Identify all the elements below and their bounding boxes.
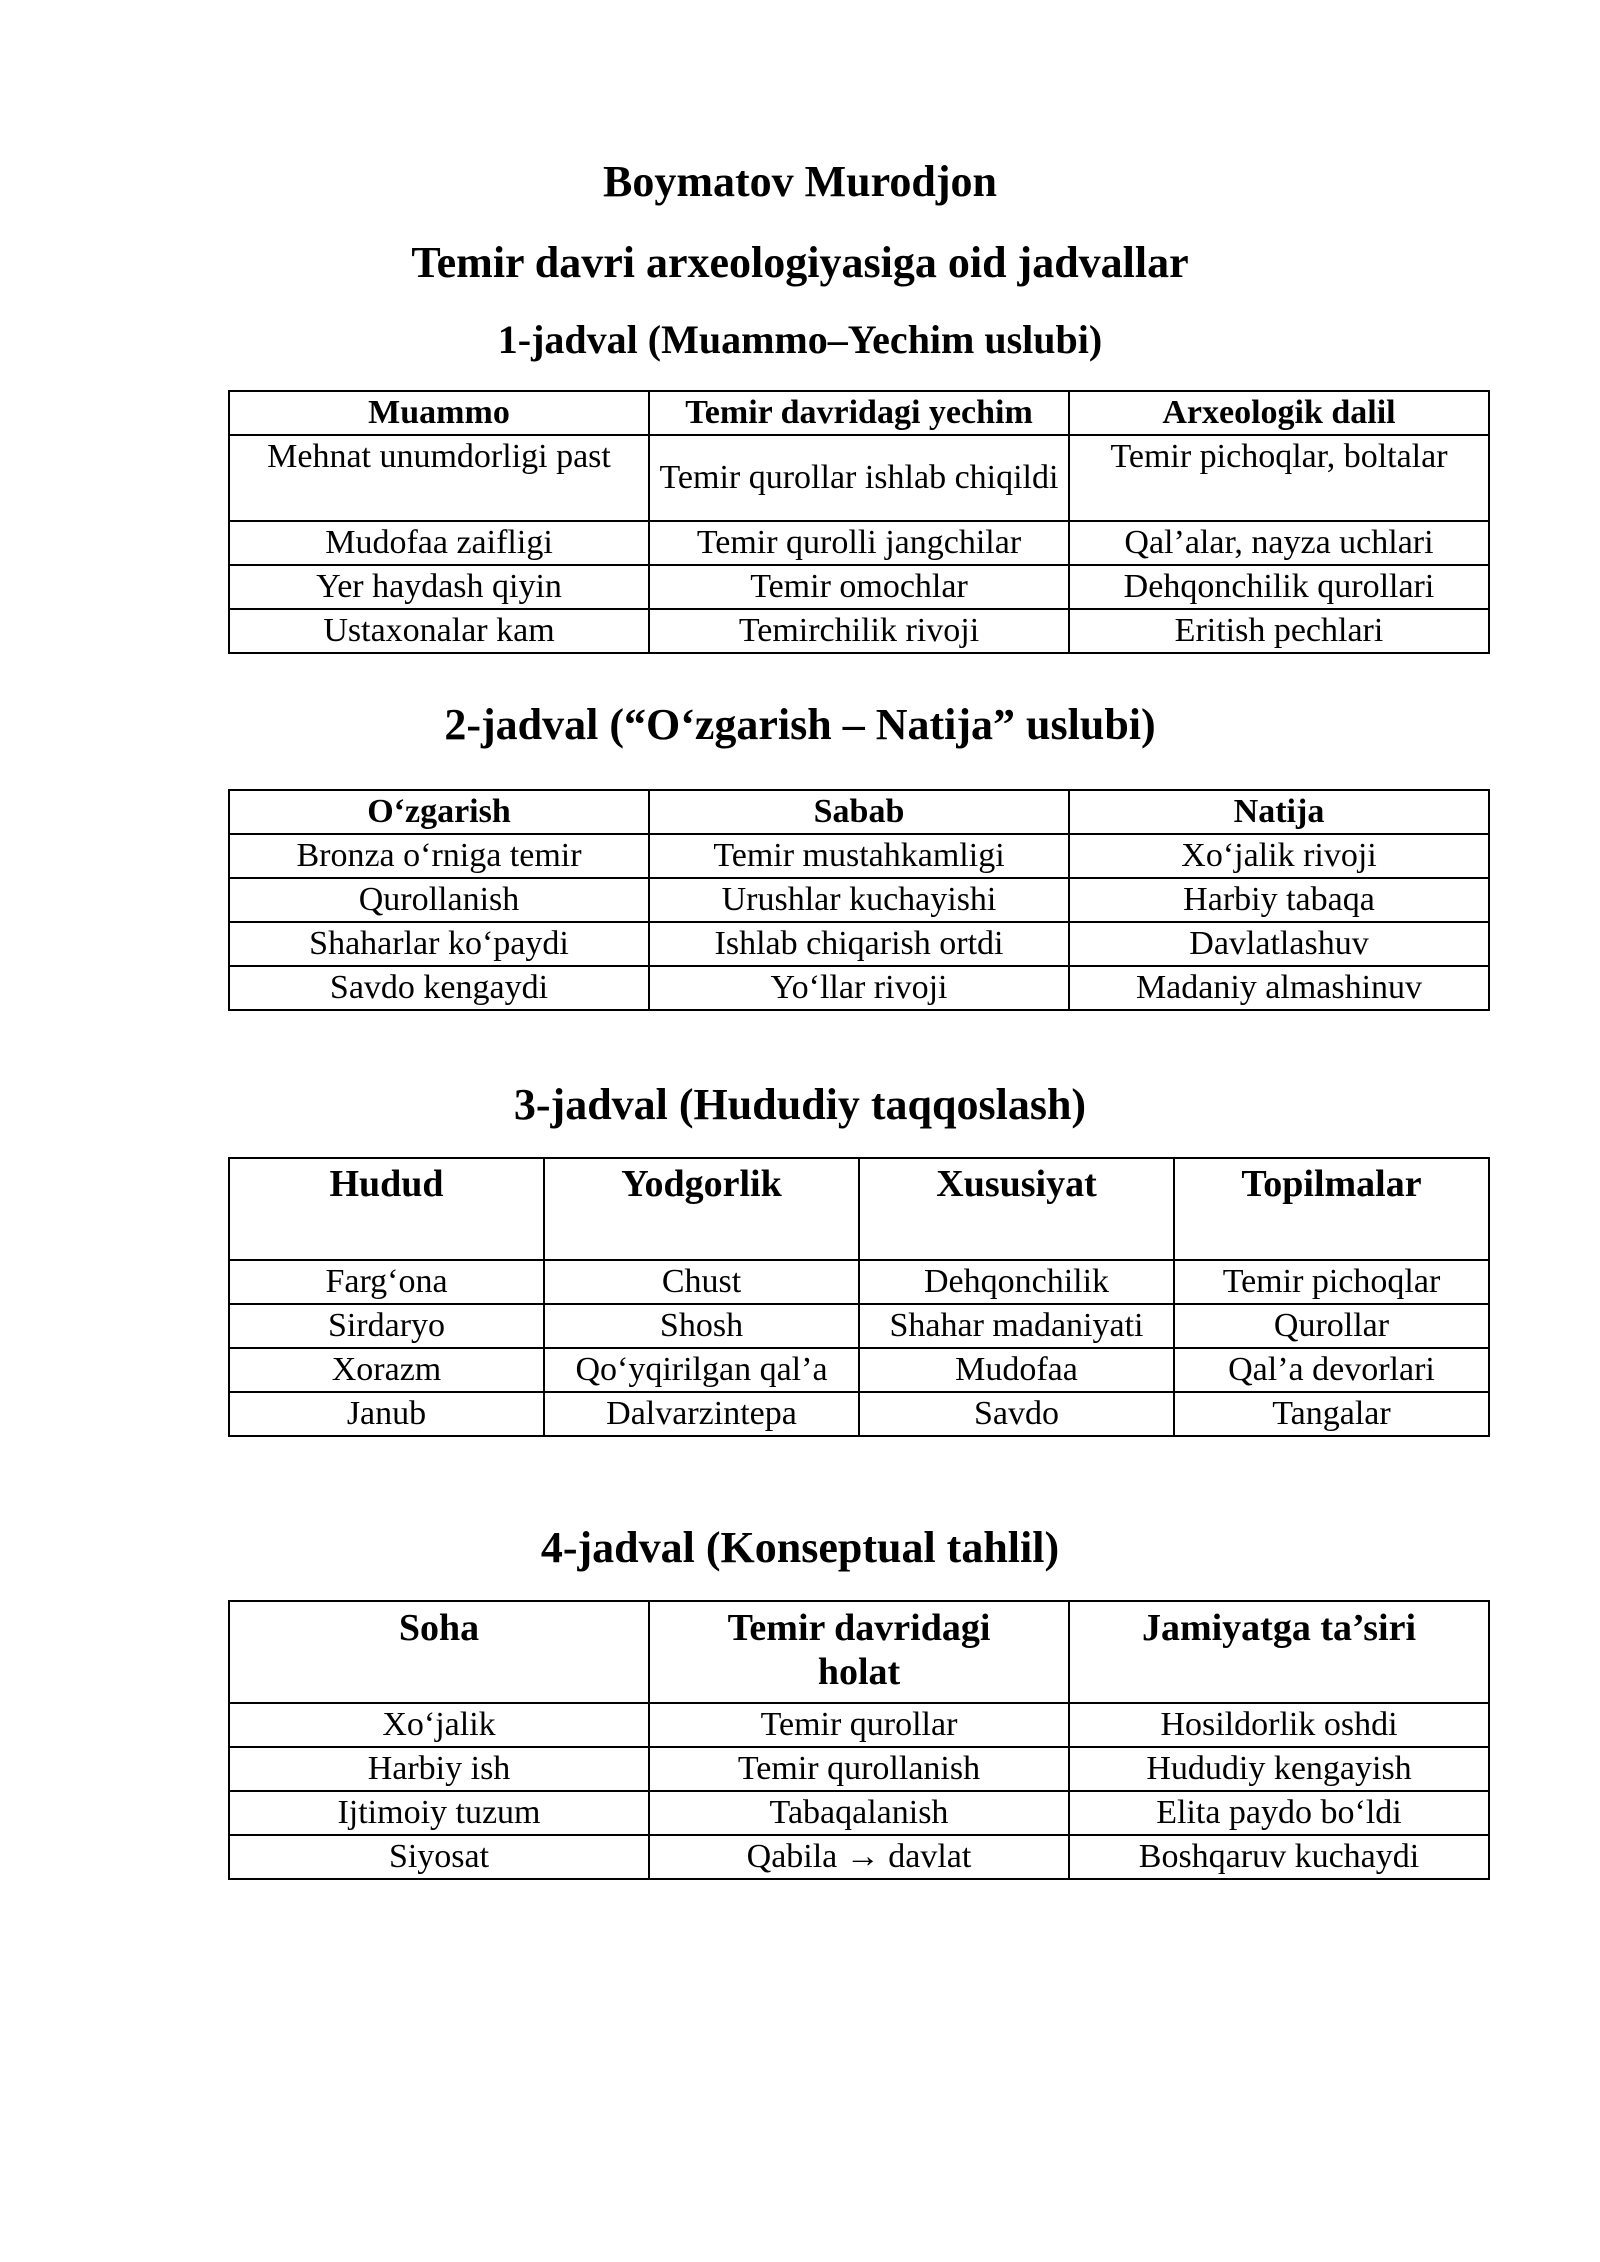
table1-cell: Eritish pechlari [1069,609,1489,653]
table1-cell: Temirchilik rivoji [649,609,1069,653]
table3-cell: Shosh [544,1304,859,1348]
table3-header-cell: Hudud [229,1158,544,1260]
table1-cell: Ustaxonalar kam [229,609,649,653]
table1-cell: Mudofaa zaifligi [229,521,649,565]
table-row [229,1703,1489,1747]
table-row [229,1747,1489,1791]
table3-cell: Dalvarzintepa [544,1392,859,1436]
table2-cell: Bronza o‘rniga temir [229,834,649,878]
table3-cell: Qurollar [1174,1304,1489,1348]
table3-cell: Shahar madaniyati [859,1304,1174,1348]
table1-header-cell: Arxeologik dalil [1069,391,1489,435]
table1-cell: Temir qurollar ishlab chiqildi [649,435,1069,521]
table4-cell: Elita paydo bo‘ldi [1069,1791,1489,1835]
table4-cell: Boshqaruv kuchaydi [1069,1835,1489,1879]
table2-cell: Ishlab chiqarish ortdi [649,922,1069,966]
table4-header-row [229,1601,1489,1703]
table2-cell: Qurollanish [229,878,649,922]
table2-cell: Shaharlar ko‘paydi [229,922,649,966]
table3-header-cell: Topilmalar [1174,1158,1489,1260]
table-row [229,565,1489,609]
table1-header-cell: Temir davridagi yechim [649,391,1069,435]
table4-cell: Xo‘jalik [229,1703,649,1747]
table1-header-row [229,391,1489,435]
table4-cell: Siyosat [229,1835,649,1879]
table-row [229,609,1489,653]
table1 [228,390,1490,654]
table4-cell: Qabila → davlat [649,1835,1069,1879]
table3-header-cell: Yodgorlik [544,1158,859,1260]
table2 [228,789,1490,1011]
table4-header-cell: Jamiyatga ta’siri [1069,1601,1489,1703]
table2-header-cell: Sabab [649,790,1069,834]
table3 [228,1157,1490,1437]
table-row [229,922,1489,966]
table1-header-cell: Muammo [229,391,649,435]
table3-cell: Chust [544,1260,859,1304]
table4-cell: Harbiy ish [229,1747,649,1791]
table-row [229,1791,1489,1835]
table-row [229,435,1489,521]
table3-cell: Farg‘ona [229,1260,544,1304]
table2-header-cell: Natija [1069,790,1489,834]
table4-cell: Temir qurollar [649,1703,1069,1747]
table3-cell: Temir pichoqlar [1174,1260,1489,1304]
table3-header-row [229,1158,1489,1260]
table2-cell: Temir mustahkamligi [649,834,1069,878]
table-row [229,966,1489,1010]
table1-cell: Yer haydash qiyin [229,565,649,609]
table4-caption: 4-jadval (Konseptual tahlil) [540,1523,1060,1572]
table2-cell: Harbiy tabaqa [1069,878,1489,922]
table1-cell: Temir omochlar [649,565,1069,609]
table4-cell: Tabaqalanish [649,1791,1069,1835]
table3-caption: 3-jadval (Hududiy taqqoslash) [513,1080,1087,1129]
table3-cell: Mudofaa [859,1348,1174,1392]
table3-cell: Dehqonchilik [859,1260,1174,1304]
table2-header-row [229,790,1489,834]
table-row [229,1835,1489,1879]
table2-cell: Madaniy almashinuv [1069,966,1489,1010]
table1-caption: 1-jadval (Muammo–Yechim uslubi) [497,317,1103,362]
table4-cell: Temir qurollanish [649,1747,1069,1791]
table3-cell: Janub [229,1392,544,1436]
table-row [229,834,1489,878]
table-row [229,521,1489,565]
table2-cell: Yo‘llar rivoji [649,966,1069,1010]
table1-cell: Mehnat unumdorligi past [229,435,649,521]
table4-header-cell: Temir davridagi holat [649,1601,1069,1703]
table2-cell: Xo‘jalik rivoji [1069,834,1489,878]
author-name: Boymatov Murodjon [603,157,997,206]
table3-cell: Qo‘yqirilgan qal’a [544,1348,859,1392]
table1-cell: Temir pichoqlar, boltalar [1069,435,1489,521]
table4-cell: Hosildorlik oshdi [1069,1703,1489,1747]
table2-header-cell: O‘zgarish [229,790,649,834]
table3-cell: Qal’a devorlari [1174,1348,1489,1392]
table-row [229,1260,1489,1304]
table1-cell: Temir qurolli jangchilar [649,521,1069,565]
table1-cell: Qal’alar, nayza uchlari [1069,521,1489,565]
table3-cell: Savdo [859,1392,1174,1436]
table2-cell: Savdo kengaydi [229,966,649,1010]
table1-cell: Dehqonchilik qurollari [1069,565,1489,609]
table2-cell: Urushlar kuchayishi [649,878,1069,922]
table-row [229,1392,1489,1436]
document-title: Temir davri arxeologiyasiga oid jadvallar [411,238,1189,287]
table4 [228,1600,1490,1880]
table-row [229,1304,1489,1348]
table2-caption: 2-jadval (“O‘zgarish – Natija” uslubi) [444,700,1156,749]
table3-header-cell: Xususiyat [859,1158,1174,1260]
table3-cell: Xorazm [229,1348,544,1392]
table3-cell: Tangalar [1174,1392,1489,1436]
table-row [229,1348,1489,1392]
table4-cell: Ijtimoiy tuzum [229,1791,649,1835]
table2-cell: Davlatlashuv [1069,922,1489,966]
table3-cell: Sirdaryo [229,1304,544,1348]
table-row [229,878,1489,922]
table4-header-cell: Soha [229,1601,649,1703]
table4-cell: Hududiy kengayish [1069,1747,1489,1791]
